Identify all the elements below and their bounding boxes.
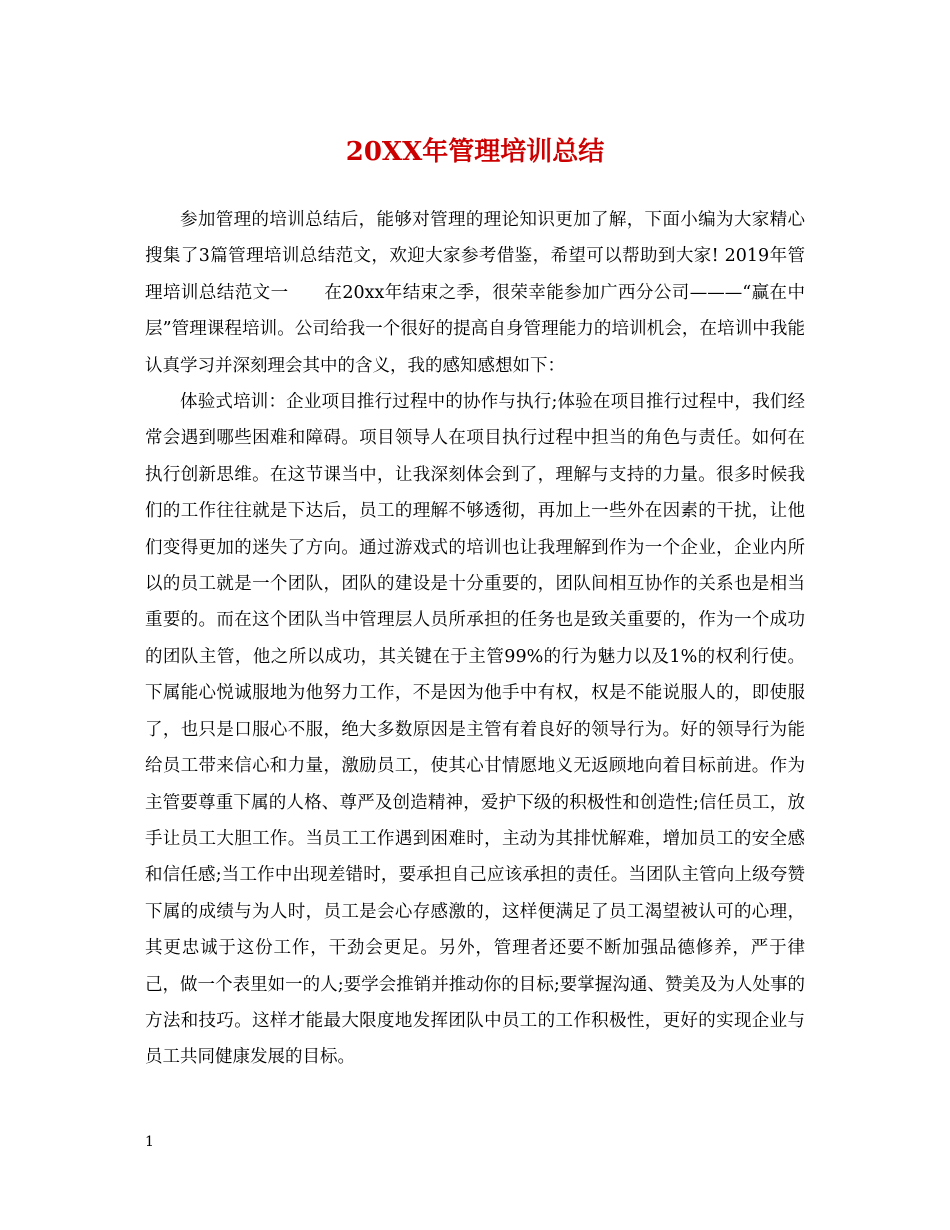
paragraph-experience-training: 体验式培训：企业项目推行过程中的协作与执行;体验在项目推行过程中，我们经常会遇到哪些困难和障碍。项目领导人在项目执行过程中担当的角色与责任。如何在执行创新思维。在这节课当中，让我深刻体会到了，理解与支持的力量。很多时候我们的工作往往就是下达后，员工的理解不够透彻，再加上一些外在因素的干扰，让他们变得更加的迷失了方向。通过游戏式的培训也让我理解到作为一个企业，企业内所以的员工就是一个团队，团队的建设是十分重要的，团队间相互协作的关系也是相当重要的。而在这个团队当中管理层人员所承担的任务也是致关重要的，作为一个成功的团队主管，他之所以成功，其关键在于主管99%的行为魅力以及1%的权利行使。下属能心悦诚服地为他努力工作，不是因为他手中有权，权是不能说服人的，即使服了，也只是口服心不服，绝大多数原因是主管有着良好的领导行为。好的领导行为能给员工带来信心和力量，激励员工，使其心甘情愿地义无返顾地向着目标前进。作为主管要尊重下属的人格、尊严及创造精神，爱护下级的积极性和创造性;信任员工，放手让员工大胆工作。当员工工作遇到困难时，主动为其排忧解难，增加员工的安全感和信任感;当工作中出现差错时，要承担自己应该承担的责任。当团队主管向上级夸赞下属的成绩与为人时，员工是会心存感激的，这样便满足了员工渴望被认可的心理，其更忠诚于这份工作，干劲会更足。另外，管理者还要不断加强品德修养，严于律己，做一个表里如一的人;要学会推销并推动你的目标;要掌握沟通、赞美及为人处事的方法和技巧。这样才能最大限度地发挥团队中员工的工作积极性，更好的实现企业与员工共同健康发展的目标。: [145, 392, 805, 1068]
page-number: 1: [145, 1134, 154, 1150]
document-title: 20XX年管理培训总结: [345, 137, 605, 167]
document-body: [145, 202, 805, 1076]
paragraph-intro: 参加管理的培训总结后，能够对管理的理论知识更加了解，下面小编为大家精心搜集了3篇管理培训总结范文，欢迎大家参考借鉴，希望可以帮助到大家! 2019年管理培训总结范文一 在20xx年结束之季，很荣幸能参加广西分公司———“赢在中层”管理课程培训。公司给我一个很好的提高自身管理能力的培训机会，在培训中我能认真学习并深刻理会其中的含义，我的感知感想如下：: [145, 210, 805, 376]
